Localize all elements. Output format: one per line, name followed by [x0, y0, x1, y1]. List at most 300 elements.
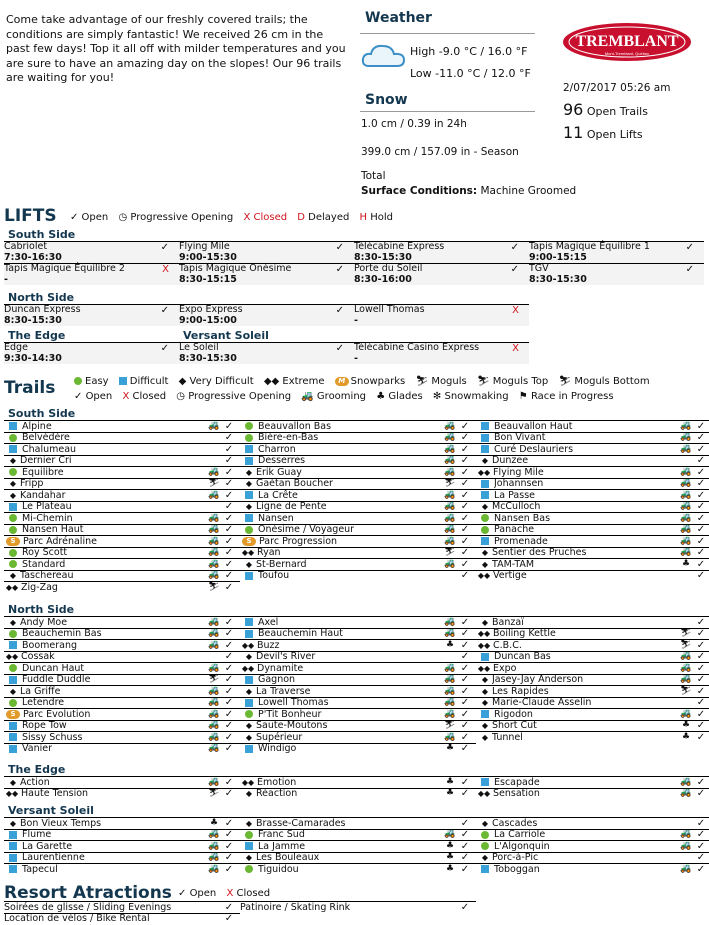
easy-circle-icon	[9, 468, 17, 476]
trail-row[interactable]	[476, 512, 709, 524]
difficult-square-icon	[9, 733, 17, 741]
open-check-icon: ✓	[460, 674, 470, 685]
trail-row[interactable]	[4, 524, 240, 536]
trail-name: Dernier Cri	[20, 455, 72, 466]
trail-row[interactable]	[240, 817, 476, 829]
double-black-diamond-icon: ◆◆	[477, 789, 491, 798]
easy-circle-icon	[481, 831, 489, 839]
glades-icon: ♣	[445, 840, 455, 851]
trail-row[interactable]	[476, 840, 709, 852]
double-black-diamond-icon: ◆◆	[5, 582, 19, 592]
trail-row[interactable]	[4, 547, 240, 559]
trail-row[interactable]	[240, 570, 476, 582]
glades-icon: ♣	[445, 776, 455, 787]
trail-name: Brasse-Camarades	[256, 817, 346, 829]
black-diamond-icon: ◆	[481, 675, 489, 684]
open-check-icon: ✓	[224, 720, 234, 731]
open-check-icon: ✓	[460, 651, 470, 662]
trail-name: Fripp	[20, 478, 44, 489]
grooming-icon: 🚜	[680, 489, 692, 500]
difficult-square-icon	[245, 745, 253, 753]
lift-item[interactable]	[4, 263, 179, 285]
trail-name: Beauvallon Haut	[494, 420, 573, 432]
trail-row[interactable]	[240, 420, 476, 432]
lift-name: Lowell Thomas	[354, 304, 425, 315]
trail-row[interactable]	[240, 743, 476, 755]
trail-row[interactable]	[4, 466, 240, 478]
grooming-icon: 🚜	[680, 420, 692, 431]
trail-row[interactable]	[4, 685, 240, 697]
moguls-icon: ⛷	[680, 639, 692, 650]
open-check-icon: ✓	[224, 443, 234, 455]
open-check-icon: ✓	[224, 697, 234, 708]
lift-item[interactable]	[529, 263, 704, 285]
grooming-icon: 🚜	[208, 524, 220, 534]
grooming-icon: 🚜	[208, 547, 220, 557]
difficult-square-icon	[9, 831, 17, 839]
trail-row[interactable]	[240, 558, 476, 570]
trail-row[interactable]	[4, 788, 240, 800]
open-check-icon: ✓	[460, 455, 470, 466]
lift-grid	[179, 342, 529, 364]
trail-row[interactable]	[240, 829, 476, 841]
trail-row[interactable]	[476, 420, 709, 432]
trail-name: Nansen	[258, 512, 294, 524]
trail-name: Nansen Haut	[22, 524, 84, 535]
black-diamond-icon: ◆	[245, 721, 253, 730]
trail-name: Nansen Bas	[494, 512, 551, 524]
grooming-icon: 🚜	[208, 852, 220, 862]
difficult-square-icon	[481, 653, 489, 661]
open-check-icon: ✓	[460, 512, 470, 524]
grooming-icon: 🚜	[680, 466, 692, 477]
open-check-icon: ✓	[224, 674, 234, 685]
temp-low: Low -11.0 °C / 12.0 °F	[410, 67, 531, 80]
black-diamond-icon: ◆	[245, 853, 253, 862]
trail-row[interactable]	[240, 547, 476, 559]
trail-name: Roy Scott	[22, 547, 68, 558]
difficult-square-icon	[245, 572, 253, 580]
trail-name: Windigo	[258, 743, 297, 754]
lift-item[interactable]	[354, 304, 529, 326]
trail-row[interactable]	[476, 651, 709, 663]
open-check-icon: ✓	[696, 616, 706, 628]
lift-item[interactable]	[354, 241, 529, 263]
difficult-square-icon	[9, 854, 17, 862]
trail-row[interactable]	[240, 639, 476, 651]
trail-name: Parc Adrénaline	[23, 535, 97, 547]
open-check-icon: ✓	[696, 731, 706, 743]
lift-item[interactable]	[529, 241, 704, 263]
double-black-diamond-icon: ◆◆	[241, 548, 255, 557]
open-check-icon: ✓	[696, 852, 706, 863]
open-check-icon: ✓	[460, 489, 470, 501]
black-diamond-icon: ◆	[481, 548, 489, 557]
double-black-diamond-icon: ◆◆	[477, 571, 491, 580]
trail-row[interactable]	[476, 863, 709, 875]
lift-item[interactable]	[179, 263, 354, 285]
open-check-icon: ✓	[224, 840, 234, 852]
lift-item[interactable]	[354, 342, 529, 364]
lift-item[interactable]	[4, 304, 179, 326]
trail-row[interactable]	[4, 662, 240, 674]
tremblant-logo[interactable]	[562, 22, 692, 62]
trail-row[interactable]	[240, 788, 476, 800]
open-check-icon: ✓	[224, 524, 234, 535]
trail-name: TAM-TAM	[492, 558, 535, 570]
open-check-icon: ✓	[696, 558, 706, 570]
trail-row[interactable]	[4, 852, 240, 864]
open-check-icon: ✓	[224, 512, 234, 524]
trail-name: Expo	[493, 662, 517, 674]
grooming-icon: 🚜	[444, 616, 456, 627]
lift-item[interactable]	[179, 342, 354, 364]
trail-row[interactable]	[240, 501, 476, 513]
trail-name: McCulloch	[492, 501, 541, 512]
trail-row[interactable]	[4, 720, 240, 732]
difficult-square-icon	[245, 630, 253, 638]
trail-row[interactable]	[476, 685, 709, 697]
trail-section	[4, 604, 704, 754]
lift-name: Expo Express	[179, 304, 243, 315]
lift-section-title: South Side	[8, 228, 76, 241]
trail-row[interactable]	[476, 432, 709, 444]
trail-row[interactable]	[476, 524, 709, 536]
trail-row[interactable]	[240, 863, 476, 875]
lift-hours: 9:30-14:30	[4, 352, 62, 364]
difficult-square-icon	[9, 676, 17, 684]
divider	[360, 33, 535, 34]
trail-row[interactable]	[476, 817, 709, 829]
open-check-icon: ✓	[224, 455, 234, 466]
trail-name: Sensation	[493, 788, 540, 799]
open-check-icon: ✓	[696, 817, 706, 829]
svg-text:TREMBLANT: TREMBLANT	[575, 33, 679, 50]
trail-row[interactable]	[4, 776, 240, 788]
open-check-icon: ✓	[696, 651, 706, 662]
trail-row[interactable]	[476, 697, 709, 709]
black-diamond-icon: ◆	[245, 686, 253, 696]
trail-row[interactable]	[240, 628, 476, 640]
surface-conditions: Surface Conditions: Machine Groomed	[361, 185, 577, 197]
open-check-icon: ✓	[460, 639, 470, 651]
trail-row[interactable]	[4, 420, 240, 432]
trail-name: Belvédère	[22, 432, 70, 443]
open-check-icon: ✓	[460, 628, 470, 639]
open-check-icon: ✓	[696, 489, 706, 501]
trail-name: Beauchemin Haut	[258, 628, 343, 639]
lift-item[interactable]	[4, 342, 179, 364]
trail-row[interactable]	[4, 731, 240, 743]
trail-row[interactable]	[476, 788, 709, 800]
trail-row[interactable]	[240, 466, 476, 478]
grooming-icon: 🚜	[208, 697, 220, 707]
open-check-icon: ✓	[460, 863, 470, 875]
trail-row[interactable]	[4, 817, 240, 829]
trail-row[interactable]	[476, 776, 709, 788]
trail-row[interactable]	[4, 616, 240, 628]
grooming-icon: 🚜	[444, 731, 456, 742]
trail-row[interactable]	[4, 501, 240, 513]
open-check-icon: ✓	[696, 776, 706, 788]
trail-row[interactable]	[476, 731, 709, 743]
trail-row[interactable]	[240, 443, 476, 455]
trail-name: Taschereau	[20, 570, 74, 581]
trail-row[interactable]	[4, 478, 240, 490]
trail-name: P'Tit Bonheur	[258, 708, 322, 720]
trail-row[interactable]	[240, 455, 476, 467]
open-check-icon: ✓	[685, 242, 694, 253]
temp-high: High -9.0 °C / 16.0 °F	[410, 45, 528, 58]
grooming-icon: 🚜	[680, 662, 692, 673]
trail-row[interactable]	[4, 443, 240, 455]
trail-name: Johannsen	[494, 478, 544, 489]
trail-row[interactable]	[476, 547, 709, 559]
open-check-icon: ✓	[224, 913, 234, 924]
trail-name: Duncan Bas	[494, 651, 551, 662]
open-check-icon: ✓	[460, 697, 470, 708]
trail-row[interactable]	[476, 720, 709, 732]
trail-row[interactable]	[4, 840, 240, 852]
trail-name: Panache	[494, 524, 535, 535]
moguls-icon: ⛷	[208, 478, 220, 488]
trail-row[interactable]	[240, 852, 476, 864]
open-check-icon: ✓	[460, 685, 470, 697]
open-check-icon: ✓	[224, 901, 234, 913]
trail-row[interactable]	[4, 651, 240, 663]
trail-name: Gagnon	[258, 674, 296, 685]
open-check-icon: ✓	[224, 535, 234, 547]
grooming-icon: 🚜	[680, 863, 692, 874]
trail-row[interactable]	[476, 639, 709, 651]
open-check-icon: ✓	[460, 901, 470, 913]
easy-circle-icon	[481, 514, 489, 522]
trail-row[interactable]	[476, 455, 709, 467]
open-check-icon: ✓	[460, 731, 470, 743]
trail-row[interactable]	[240, 478, 476, 490]
trail-row[interactable]	[476, 829, 709, 841]
double-black-diamond-icon: ◆◆	[241, 640, 255, 650]
trail-row[interactable]	[4, 743, 240, 755]
snowpark-icon: S	[242, 537, 256, 546]
trail-row[interactable]	[4, 581, 240, 593]
trail-name: Buzz	[257, 639, 280, 651]
grooming-icon: 🚜	[208, 535, 220, 546]
open-check-icon: ✓	[460, 616, 470, 628]
black-diamond-icon: ◆	[245, 732, 253, 742]
trail-row[interactable]	[476, 628, 709, 640]
grooming-icon: 🚜	[208, 466, 220, 477]
trail-name: Kandahar	[20, 489, 66, 501]
trail-name: Les Bouleaux	[256, 852, 320, 863]
attractions-title: Resort Atractions	[4, 883, 172, 903]
attraction-row[interactable]: Soirées de glisse / Sliding Evenings ✓	[4, 901, 240, 913]
trail-row[interactable]	[240, 524, 476, 536]
grooming-icon: 🚜	[444, 455, 456, 465]
trail-row[interactable]	[240, 489, 476, 501]
trail-name: Escapade	[494, 776, 540, 788]
trail-legend-difficulty: Easy Difficult ◆ Very Difficult ◆◆ Extreme M Snowparks ⛷ Moguls ⛷ Moguls Top ⛷ Moguls Bottom	[74, 376, 657, 387]
trail-row[interactable]	[476, 708, 709, 720]
double-black-diamond-icon: ◆◆	[241, 663, 255, 673]
trail-row[interactable]	[240, 651, 476, 663]
lift-item[interactable]	[179, 241, 354, 263]
lift-hours: 8:30-16:00	[354, 273, 412, 285]
moguls-icon: ⛷	[680, 685, 692, 696]
trail-row[interactable]	[240, 685, 476, 697]
trail-row[interactable]	[240, 840, 476, 852]
trail-row[interactable]	[240, 776, 476, 788]
attraction-row[interactable]: Patinoire / Skating Rink ✓	[240, 901, 476, 913]
lift-section-title: Versant Soleil	[183, 329, 269, 342]
trail-name: Erik Guay	[256, 466, 302, 478]
trail-row[interactable]	[240, 432, 476, 444]
trail-row[interactable]	[476, 535, 709, 547]
grooming-icon: 🚜	[444, 674, 456, 684]
trail-section-title: South Side	[8, 407, 76, 420]
trail-row[interactable]	[240, 731, 476, 743]
black-diamond-icon: ◆	[245, 559, 253, 569]
lift-name: Cabriolet	[4, 241, 48, 252]
open-check-icon: ✓	[460, 524, 470, 535]
black-diamond-icon: ◆	[481, 818, 489, 828]
attraction-row[interactable]: Location de vélos / Bike Rental ✓	[4, 913, 240, 925]
trail-row[interactable]	[4, 558, 240, 570]
open-check-icon: ✓	[685, 264, 694, 275]
open-check-icon: ✓	[696, 512, 706, 524]
trail-row[interactable]	[4, 674, 240, 686]
lift-name: Porte du Soleil	[354, 263, 423, 274]
trail-row[interactable]	[240, 512, 476, 524]
trail-row[interactable]	[4, 512, 240, 524]
trail-row[interactable]	[240, 708, 476, 720]
grooming-icon: 🚜	[444, 535, 456, 546]
lift-hours: 9:00-15:00	[179, 314, 237, 326]
lift-item[interactable]	[354, 263, 529, 285]
black-diamond-icon: ◆	[481, 853, 489, 862]
open-check-icon: ✓	[696, 547, 706, 558]
trail-row[interactable]	[476, 466, 709, 478]
trail-name: Boomerang	[22, 639, 78, 651]
divider	[360, 111, 535, 112]
grooming-icon: 🚜	[444, 524, 456, 534]
lifts-title: LIFTS	[4, 206, 57, 226]
trail-row[interactable]	[240, 616, 476, 628]
grooming-icon: 🚜	[208, 720, 220, 730]
easy-circle-icon	[9, 514, 17, 522]
trail-name: Beauchemin Bas	[22, 628, 102, 639]
difficult-square-icon	[481, 422, 489, 430]
trail-row[interactable]	[476, 443, 709, 455]
lift-item[interactable]	[4, 241, 179, 263]
open-check-icon: ✓	[224, 708, 234, 720]
grooming-icon: 🚜	[208, 420, 220, 431]
grooming-icon: 🚜	[444, 443, 456, 454]
trail-section-title: Versant Soleil	[8, 804, 94, 817]
trail-row[interactable]	[476, 616, 709, 628]
easy-circle-icon	[245, 865, 253, 873]
trail-row[interactable]	[4, 708, 240, 720]
trail-row[interactable]	[476, 558, 709, 570]
trail-name: La Griffe	[20, 685, 61, 697]
trail-row[interactable]	[4, 455, 240, 467]
legend-hold: H Hold	[359, 212, 393, 223]
open-check-icon: ✓	[224, 420, 234, 432]
black-diamond-icon: ◆	[481, 732, 489, 742]
trail-row[interactable]	[476, 674, 709, 686]
trail-name: Tapecul	[22, 863, 58, 875]
trail-row[interactable]	[4, 863, 240, 875]
trail-row[interactable]	[240, 720, 476, 732]
trail-row[interactable]	[4, 639, 240, 651]
open-check-icon: ✓	[696, 524, 706, 535]
trail-row[interactable]	[4, 697, 240, 709]
black-diamond-icon: ◆	[481, 698, 489, 707]
trail-row[interactable]	[476, 478, 709, 490]
grooming-icon: 🚜	[680, 776, 692, 787]
open-check-icon: ✓	[224, 581, 234, 593]
lift-item[interactable]	[179, 304, 354, 326]
black-diamond-icon: ◆	[9, 777, 17, 787]
open-check-icon: ✓	[696, 501, 706, 512]
open-check-icon: ✓	[696, 420, 706, 432]
difficult-square-icon	[9, 722, 17, 730]
black-diamond-icon: ◆	[9, 686, 17, 696]
open-check-icon: ✓	[224, 731, 234, 743]
trail-row[interactable]	[240, 697, 476, 709]
open-check-icon: ✓	[460, 662, 470, 674]
trail-row[interactable]	[476, 501, 709, 513]
grooming-icon: 🚜	[208, 639, 220, 650]
trail-name: Tunnel	[492, 731, 523, 743]
trail-row[interactable]	[4, 535, 240, 547]
trail-name: Gaétan Boucher	[256, 478, 333, 489]
trail-row[interactable]	[476, 570, 709, 582]
open-check-icon: ✓	[224, 788, 234, 799]
trail-row[interactable]	[476, 852, 709, 864]
lift-hours: 8:30-15:30	[4, 314, 62, 326]
grooming-icon: 🚜	[208, 616, 220, 627]
open-check-icon: ✓	[460, 547, 470, 558]
trail-row[interactable]	[476, 662, 709, 674]
trail-row[interactable]	[4, 628, 240, 640]
grooming-icon: 🚜	[444, 829, 456, 839]
trail-row[interactable]	[240, 674, 476, 686]
trail-section	[4, 805, 704, 875]
trail-row[interactable]	[4, 570, 240, 582]
trail-row[interactable]	[4, 829, 240, 841]
trail-name: Desserres	[258, 455, 306, 466]
trail-row[interactable]	[240, 535, 476, 547]
open-check-icon: ✓	[696, 628, 706, 639]
trail-row[interactable]	[240, 662, 476, 674]
open-check-icon: ✓	[460, 817, 470, 829]
trail-row[interactable]	[4, 432, 240, 444]
trail-row[interactable]	[476, 489, 709, 501]
easy-circle-icon	[245, 434, 253, 442]
glades-icon: ♣	[445, 788, 455, 798]
lift-section	[4, 330, 704, 364]
black-diamond-icon: ◆	[245, 818, 253, 828]
open-check-icon: ✓	[224, 817, 234, 829]
open-check-icon: ✓	[224, 616, 234, 628]
trail-name: Bon Vieux Temps	[20, 817, 102, 829]
open-check-icon: ✓	[696, 708, 706, 720]
difficult-square-icon	[481, 778, 489, 786]
trail-row[interactable]	[4, 489, 240, 501]
open-check-icon: ✓	[696, 432, 706, 443]
grooming-icon: 🚜	[680, 840, 692, 851]
